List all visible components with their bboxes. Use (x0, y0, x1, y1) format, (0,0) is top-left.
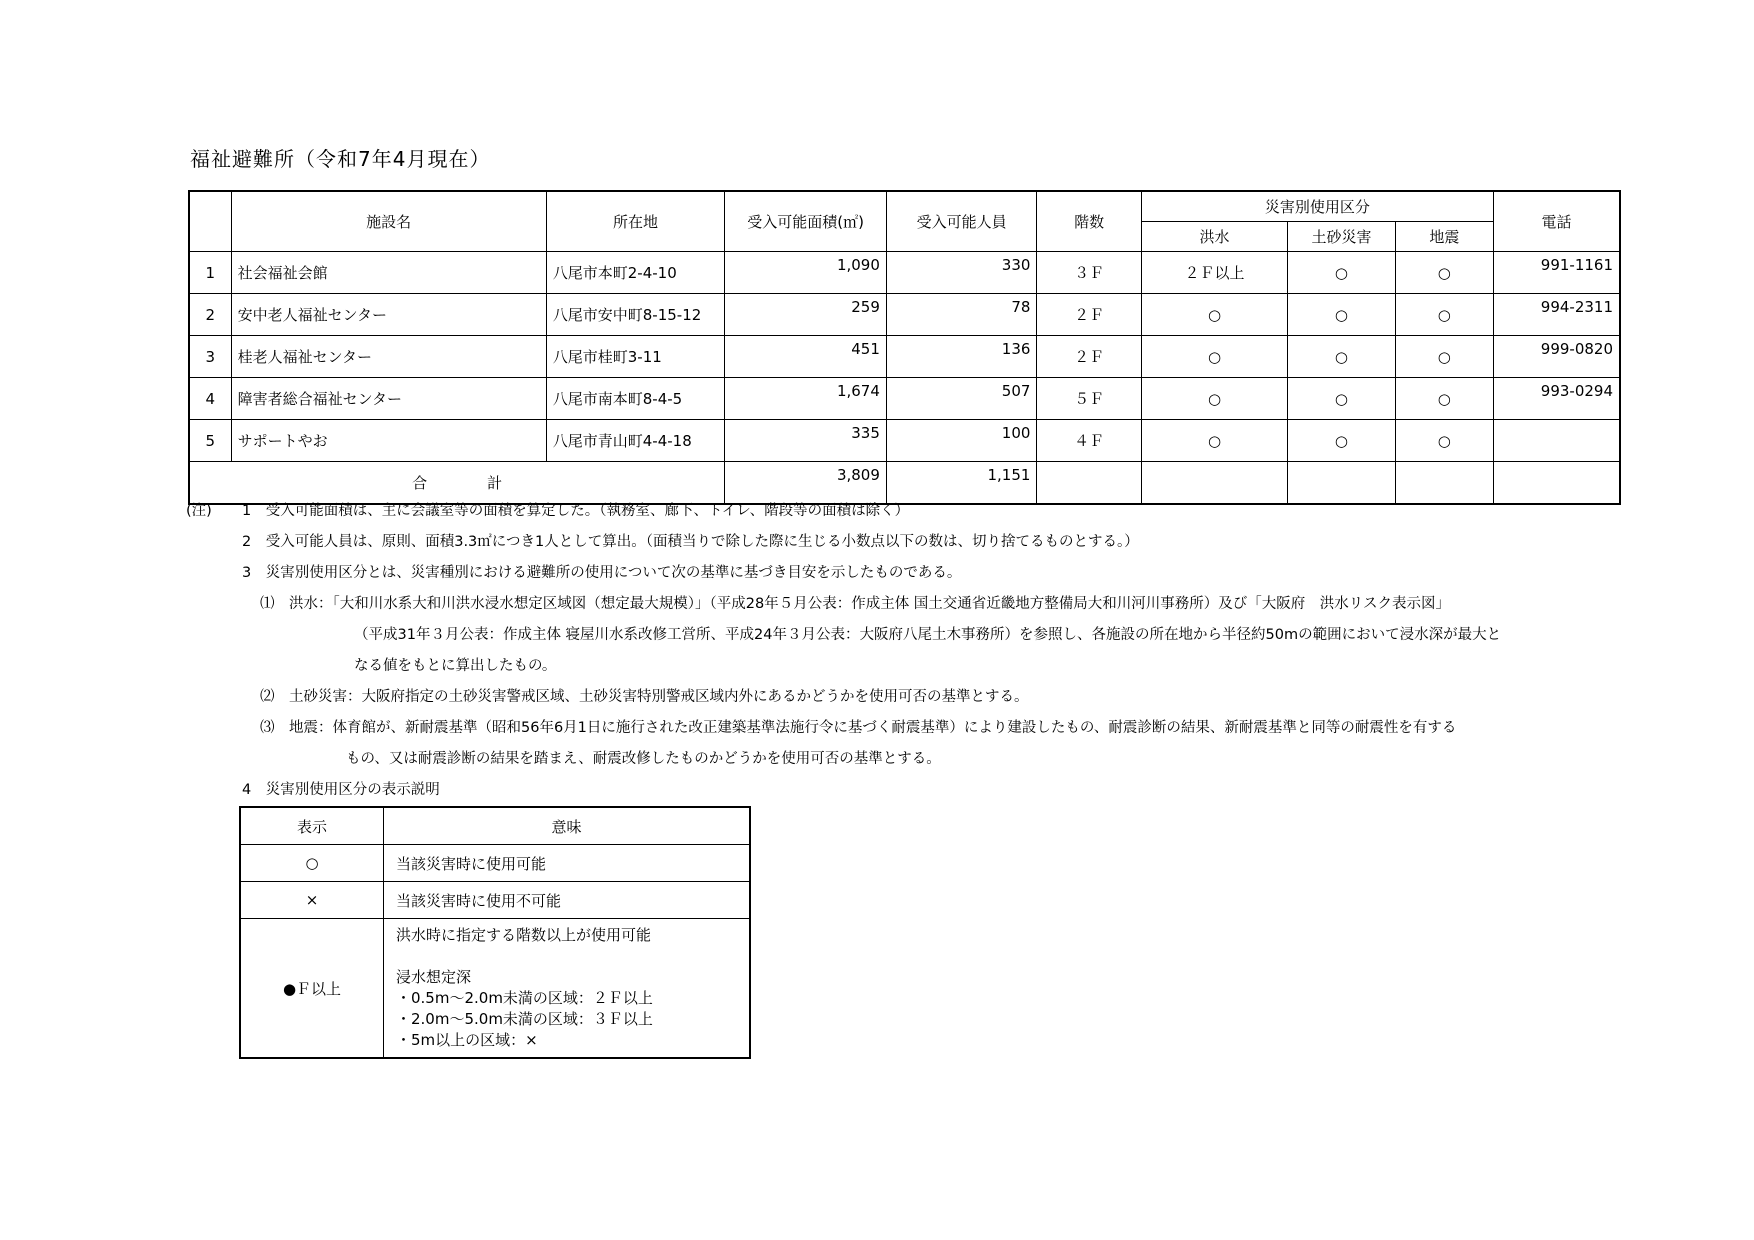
header-no (189, 191, 231, 252)
note-3: 3 災害別使用区分とは、災害種別における避難所の使用について次の基準に基づき目安を示したものである。 (242, 565, 962, 581)
note-3-1-cont: （平成31年３月公表：作成主体 寝屋川水系改修工営所、平成24年３月公表：大阪府八尾土木事務所）を参照し、各施設の所在地から半径約50mの範囲において浸水深が最大と (354, 627, 1502, 643)
notes-section (188, 496, 1668, 806)
row-phone: 991-1161 (1493, 252, 1620, 294)
legend-meaning-item: ・0.5m～2.0m未満の区域：２Ｆ以上 (396, 989, 653, 1007)
legend-meaning: 洪水時に指定する階数以上が使用可能 (396, 926, 652, 944)
total-capacity: 1,151 (886, 462, 1037, 505)
row-landslide: ○ (1288, 336, 1395, 378)
row-name: サポートやお (231, 420, 546, 462)
row-no: 4 (189, 378, 231, 420)
row-area: 1,674 (725, 378, 887, 420)
note-3-1-cont: なる値をもとに算出したもの。 (354, 658, 557, 674)
legend-meaning: 当該災害時に使用不可能 (384, 882, 751, 919)
row-address: 八尾市南本町8-4-5 (546, 378, 725, 420)
header-landslide: 土砂災害 (1288, 222, 1395, 252)
row-address: 八尾市安中町8-15-12 (546, 294, 725, 336)
row-no: 5 (189, 420, 231, 462)
header-capacity: 受入可能人員 (886, 191, 1037, 252)
row-quake: ○ (1395, 252, 1493, 294)
row-no: 3 (189, 336, 231, 378)
row-floors: ５Ｆ (1037, 378, 1141, 420)
row-floors: ４Ｆ (1037, 420, 1141, 462)
row-quake: ○ (1395, 378, 1493, 420)
total-label: 合 計 (189, 462, 725, 505)
header-floors: 階数 (1037, 191, 1141, 252)
header-address: 所在地 (546, 191, 725, 252)
row-area: 335 (725, 420, 887, 462)
row-floors: ３Ｆ (1037, 252, 1141, 294)
legend-header-symbol: 表示 (240, 807, 384, 845)
note-3-2: ⑵ 土砂災害：大阪府指定の土砂災害警戒区域、土砂災害特別警戒区域内外にあるかどうかを使用可否の基準とする。 (260, 689, 1029, 705)
table-row (189, 378, 1620, 420)
note-2: 2 受入可能人員は、原則、面積3.3㎡につき1人として算出。（面積当りで除した際に生じる小数点以下の数は、切り捨てるものとする。） (242, 534, 1139, 550)
legend-row (240, 882, 750, 919)
legend-symbol: ○ (240, 845, 384, 882)
total-area: 3,809 (725, 462, 887, 505)
note-1: 1 受入可能面積は、主に会議室等の面積を算定した。（執務室、廊下、トイレ、階段等の面積は除く） (242, 503, 910, 519)
legend-row (240, 845, 750, 882)
note-3-3-cont: もの、又は耐震診断の結果を踏まえ、耐震改修したものかどうかを使用可否の基準とする。 (346, 751, 941, 767)
row-quake: ○ (1395, 336, 1493, 378)
row-floors: ２Ｆ (1037, 294, 1141, 336)
row-quake: ○ (1395, 420, 1493, 462)
row-name: 社会福祉会館 (231, 252, 546, 294)
legend-header-meaning: 意味 (384, 807, 751, 845)
note-4: 4 災害別使用区分の表示説明 (242, 782, 440, 798)
row-landslide: ○ (1288, 420, 1395, 462)
row-phone: 999-0820 (1493, 336, 1620, 378)
row-phone: 993-0294 (1493, 378, 1620, 420)
header-quake: 地震 (1395, 222, 1493, 252)
row-flood: ○ (1141, 378, 1288, 420)
row-quake: ○ (1395, 294, 1493, 336)
header-phone: 電話 (1493, 191, 1620, 252)
header-disaster-group: 災害別使用区分 (1141, 191, 1493, 222)
row-no: 2 (189, 294, 231, 336)
row-area: 1,090 (725, 252, 887, 294)
legend-meaning-depth: 浸水想定深 (396, 968, 472, 986)
note-3-1: ⑴ 洪水：「大和川水系大和川洪水浸水想定区域図（想定最大規模）」（平成28年５月公表：作成主体 国土交通省近畿地方整備局大和川河川事務所）及び「大阪府 洪水リスク表示図」 (260, 596, 1451, 612)
legend-table (239, 806, 751, 1059)
row-capacity: 136 (886, 336, 1037, 378)
row-flood: ○ (1141, 294, 1288, 336)
notes-prefix: (注) (186, 503, 212, 519)
row-floors: ２Ｆ (1037, 336, 1141, 378)
table-row (189, 336, 1620, 378)
legend-meaning: 当該災害時に使用可能 (384, 845, 751, 882)
row-name: 安中老人福祉センター (231, 294, 546, 336)
row-address: 八尾市桂町3-11 (546, 336, 725, 378)
table-row (189, 420, 1620, 462)
header-flood: 洪水 (1141, 222, 1288, 252)
row-phone (1493, 420, 1620, 462)
note-3-3: ⑶ 地震：体育館が、新耐震基準（昭和56年6月1日に施行された改正建築基準法施行令に基づく耐震基準）により建設したもの、耐震診断の結果、新耐震基準と同等の耐震性を有する (260, 720, 1457, 736)
row-area: 451 (725, 336, 887, 378)
row-landslide: ○ (1288, 252, 1395, 294)
row-name: 障害者総合福祉センター (231, 378, 546, 420)
legend-row (240, 919, 750, 1059)
row-address: 八尾市本町2-4-10 (546, 252, 725, 294)
row-flood: ２Ｆ以上 (1141, 252, 1288, 294)
row-flood: ○ (1141, 336, 1288, 378)
row-address: 八尾市青山町4-4-18 (546, 420, 725, 462)
row-landslide: ○ (1288, 294, 1395, 336)
legend-meaning-item: ・2.0m～5.0m未満の区域：３Ｆ以上 (396, 1010, 653, 1028)
legend-symbol: × (240, 882, 384, 919)
header-name: 施設名 (231, 191, 546, 252)
legend-meaning-item: ・5m以上の区域：× (396, 1031, 538, 1049)
row-capacity: 78 (886, 294, 1037, 336)
row-no: 1 (189, 252, 231, 294)
row-flood: ○ (1141, 420, 1288, 462)
table-row (189, 294, 1620, 336)
row-capacity: 100 (886, 420, 1037, 462)
row-area: 259 (725, 294, 887, 336)
table-row (189, 252, 1620, 294)
row-phone: 994-2311 (1493, 294, 1620, 336)
row-capacity: 330 (886, 252, 1037, 294)
header-area: 受入可能面積(㎡) (725, 191, 887, 252)
shelter-table (188, 190, 1621, 505)
row-landslide: ○ (1288, 378, 1395, 420)
row-name: 桂老人福祉センター (231, 336, 546, 378)
page-title: 福祉避難所（令和7年4月現在） (190, 147, 491, 171)
row-capacity: 507 (886, 378, 1037, 420)
legend-symbol: ●Ｆ以上 (240, 919, 384, 1059)
